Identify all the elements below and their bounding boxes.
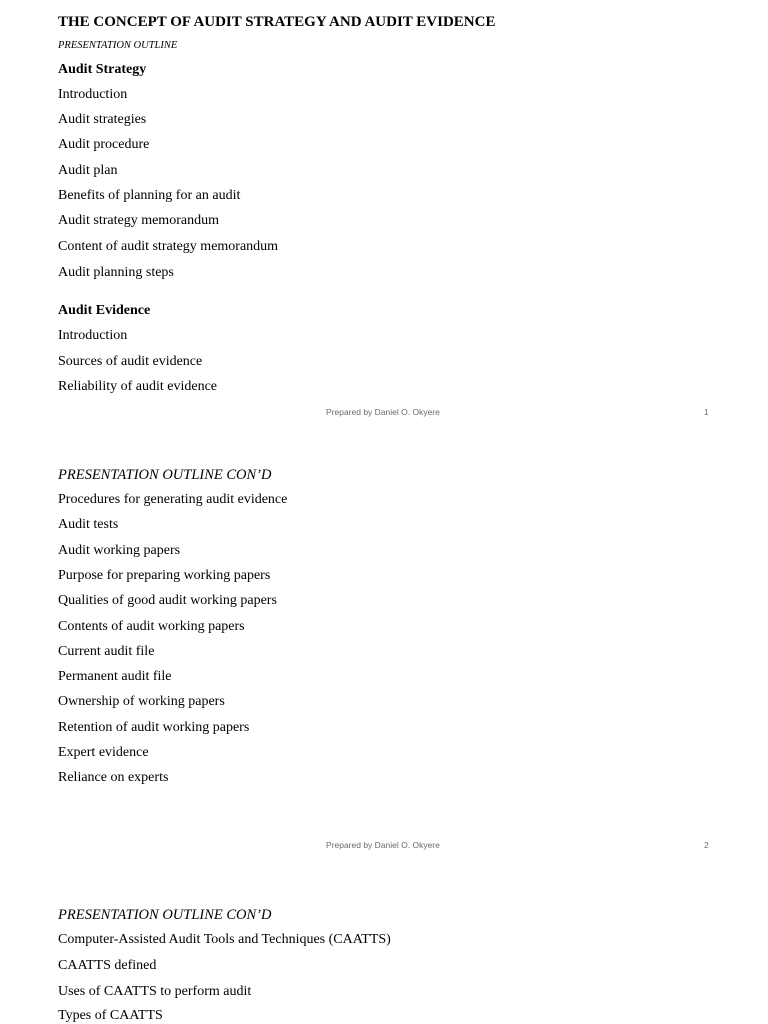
footer-author: Prepared by Daniel O. Okyere [326,840,440,850]
list-item: Audit planning steps [58,265,174,280]
list-item: Retention of audit working papers [58,720,250,735]
list-item: Current audit file [58,644,155,659]
list-item: Permanent audit file [58,669,172,684]
list-item: Audit strategies [58,112,147,127]
list-item: Audit procedure [58,137,150,152]
list-item: Introduction [58,328,128,343]
list-item: Contents of audit working papers [58,619,245,634]
list-item: Types of CAATTS [58,1008,163,1023]
list-item: Benefits of planning for an audit [58,188,241,203]
list-item: Audit tests [58,517,119,532]
list-item: Procedures for generating audit evidence [58,492,288,507]
list-item: Reliance on experts [58,770,169,785]
section-heading-audit-strategy: Audit Strategy [58,62,147,77]
list-item: Content of audit strategy memorandum [58,239,279,254]
list-item: Qualities of good audit working papers [58,593,277,608]
list-item: Audit working papers [58,543,181,558]
list-item: Purpose for preparing working papers [58,568,271,583]
section-heading-audit-evidence: Audit Evidence [58,303,151,318]
page-number: 2 [704,840,709,850]
list-item: Introduction [58,87,128,102]
list-item: Uses of CAATTS to perform audit [58,984,252,999]
list-item: Audit strategy memorandum [58,213,219,228]
list-item: Expert evidence [58,745,149,760]
list-item: Ownership of working papers [58,694,225,709]
presentation-outline-contd-label: PRESENTATION OUTLINE CON’D [58,907,272,923]
page-number: 1 [704,407,709,417]
presentation-outline-contd-label: PRESENTATION OUTLINE CON’D [58,467,272,483]
presentation-outline-label: PRESENTATION OUTLINE [58,40,178,51]
list-item: Sources of audit evidence [58,354,203,369]
list-item: Audit plan [58,163,118,178]
list-item: CAATTS defined [58,958,157,973]
list-item: Computer-Assisted Audit Tools and Techniques (CAATTS) [58,932,391,947]
footer-author: Prepared by Daniel O. Okyere [326,407,440,417]
document-title: THE CONCEPT OF AUDIT STRATEGY AND AUDIT EVIDENCE [58,14,496,30]
list-item: Reliability of audit evidence [58,379,218,394]
